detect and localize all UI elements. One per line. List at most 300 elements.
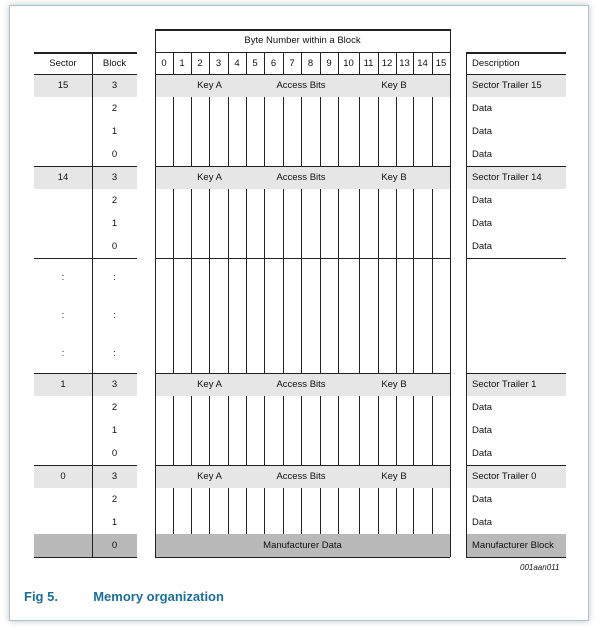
block-cell: 1: [111, 126, 118, 137]
byte-cell-divider: [338, 419, 339, 442]
byte-header-divider: [432, 52, 433, 74]
description-cell: Data: [472, 149, 493, 160]
byte-cell-divider: [209, 189, 210, 212]
byte-cell-divider: [283, 143, 284, 166]
sector-block-divider: [92, 52, 93, 557]
byte-cell-divider: [283, 296, 284, 334]
byte-cell-divider: [191, 396, 192, 419]
byte-cell-divider: [396, 189, 397, 212]
byte-cell-divider: [264, 296, 265, 334]
block-cell: :: [113, 309, 116, 321]
sector-cell: :: [61, 309, 65, 321]
byte-cell-divider: [413, 143, 414, 166]
byte-cell-divider: [378, 296, 379, 334]
byte-column-label: 13: [399, 57, 410, 69]
byte-cell-divider: [209, 235, 210, 258]
byte-cell-divider: [396, 235, 397, 258]
byte-cell-divider: [209, 511, 210, 534]
byte-cell-divider: [246, 143, 247, 166]
sector-boundary-rule: [34, 373, 137, 374]
byte-cell-divider: [301, 488, 302, 511]
block-cell: 3: [111, 379, 118, 390]
byte-cell-divider: [301, 189, 302, 212]
sector-boundary-rule: [34, 258, 137, 259]
byte-cell-divider: [301, 296, 302, 334]
byte-cell-divider: [283, 396, 284, 419]
desc-bottom-rule: [466, 557, 566, 558]
description-cell: Data: [472, 425, 493, 436]
block-cell: 1: [111, 517, 118, 528]
byte-column-label: 1: [179, 57, 185, 69]
description-cell: Sector Trailer 1: [472, 379, 537, 390]
description-cell: Manufacturer Block: [472, 540, 554, 551]
byte-header-divider: [338, 52, 339, 74]
sector-boundary-rule: [155, 465, 450, 466]
description-cell: [466, 296, 566, 334]
byte-cell-divider: [320, 511, 321, 534]
byte-cell-divider: [173, 189, 174, 212]
byte-cell-divider: [378, 419, 379, 442]
byte-column-label: 5: [252, 57, 258, 69]
byte-cell-divider: [264, 120, 265, 143]
byte-cell-divider: [264, 258, 265, 296]
byte-cell-divider: [413, 296, 414, 334]
byte-cell-divider: [246, 235, 247, 258]
byte-cell-divider: [320, 296, 321, 334]
sector-cell: [34, 534, 92, 557]
byte-header-divider: [396, 52, 397, 74]
byte-cell-divider: [173, 120, 174, 143]
byte-column-label: 14: [417, 57, 428, 69]
byte-cell-divider: [173, 396, 174, 419]
byte-cell-divider: [283, 97, 284, 120]
sector-column-header: Sector: [49, 57, 77, 69]
byte-cell-divider: [396, 258, 397, 296]
figure-reference-code: 001aan011: [520, 563, 560, 572]
desc-table-header-rule: [466, 74, 566, 75]
sector-boundary-rule: [155, 373, 450, 374]
byte-cell-divider: [191, 258, 192, 296]
byte-cell-divider: [246, 258, 247, 296]
byte-cell-divider: [246, 442, 247, 465]
byte-cell-divider: [228, 296, 229, 334]
byte-cell-divider: [283, 212, 284, 235]
byte-cell-divider: [191, 442, 192, 465]
byte-cell-divider: [432, 189, 433, 212]
byte-cell-divider: [228, 212, 229, 235]
access-bits-label: Access Bits: [276, 379, 326, 390]
byte-cell-divider: [283, 120, 284, 143]
byte-cell-divider: [283, 442, 284, 465]
byte-cell-divider: [338, 258, 339, 296]
block-cell: 2: [111, 195, 118, 206]
byte-cell-divider: [432, 143, 433, 166]
byte-cell-divider: [338, 488, 339, 511]
byte-cell-divider: [413, 442, 414, 465]
byte-cell-divider: [432, 235, 433, 258]
description-cell: Data: [472, 126, 493, 137]
byte-cell-divider: [246, 296, 247, 334]
block-cell: 0: [111, 540, 118, 551]
byte-cell-divider: [432, 488, 433, 511]
byte-cell-divider: [378, 212, 379, 235]
byte-cell-divider: [338, 189, 339, 212]
grid-column-header-rule: [155, 74, 450, 75]
byte-cell-divider: [191, 143, 192, 166]
byte-column-label: 10: [343, 57, 354, 69]
byte-cell-divider: [301, 235, 302, 258]
byte-column-label: 6: [270, 57, 277, 69]
byte-cell-divider: [246, 488, 247, 511]
byte-cell-divider: [320, 335, 321, 373]
sector-cell: 1: [60, 379, 66, 390]
sector-cell: [34, 442, 92, 465]
byte-cell-divider: [246, 120, 247, 143]
sector-boundary-rule: [466, 465, 566, 466]
sector-cell: [34, 235, 92, 258]
byte-cell-divider: [320, 419, 321, 442]
byte-cell-divider: [413, 189, 414, 212]
sector-cell: [34, 488, 92, 511]
byte-cell-divider: [396, 442, 397, 465]
access-bits-label: Access Bits: [276, 80, 326, 91]
left-table-bottom-rule: [34, 557, 137, 558]
byte-cell-divider: [246, 212, 247, 235]
grid-byte-header-rule: [155, 52, 450, 53]
byte-cell-divider: [338, 335, 339, 373]
byte-cell-divider: [246, 396, 247, 419]
byte-column-label: 12: [381, 57, 393, 69]
byte-cell-divider: [173, 511, 174, 534]
byte-cell-divider: [228, 189, 229, 212]
byte-cell-divider: [173, 335, 174, 373]
sector-cell: 0: [60, 471, 66, 482]
key-a-label: Key A: [197, 172, 222, 183]
byte-cell-divider: [173, 97, 174, 120]
byte-cell-divider: [209, 296, 210, 334]
byte-header-divider: [378, 52, 379, 74]
byte-cell-divider: [413, 396, 414, 419]
byte-cell-divider: [173, 212, 174, 235]
byte-cell-divider: [191, 296, 192, 334]
byte-cell-divider: [228, 143, 229, 166]
byte-cell-divider: [301, 419, 302, 442]
byte-cell-divider: [228, 235, 229, 258]
byte-cell-divider: [320, 488, 321, 511]
byte-cell-divider: [301, 396, 302, 419]
byte-cell-divider: [283, 511, 284, 534]
manufacturer-data-label: Manufacturer Data: [263, 540, 342, 551]
byte-cell-divider: [191, 189, 192, 212]
byte-column-label: 2: [197, 57, 203, 69]
byte-cell-divider: [191, 419, 192, 442]
grid-right-rule: [450, 29, 451, 557]
description-cell: Sector Trailer 15: [472, 80, 542, 91]
sector-cell: [34, 143, 92, 166]
left-table-header-rule: [34, 74, 137, 75]
sector-cell: [34, 120, 92, 143]
byte-cell-divider: [228, 419, 229, 442]
byte-cell-divider: [209, 212, 210, 235]
byte-column-label: 11: [363, 57, 374, 69]
byte-cell-divider: [209, 419, 210, 442]
byte-cell-divider: [359, 419, 360, 442]
byte-cell-divider: [320, 143, 321, 166]
byte-cell-divider: [209, 258, 210, 296]
block-cell: 0: [111, 448, 118, 459]
byte-cell-divider: [432, 296, 433, 334]
description-cell: Data: [472, 517, 493, 528]
byte-cell-divider: [228, 97, 229, 120]
byte-cell-divider: [301, 212, 302, 235]
byte-cell-divider: [378, 97, 379, 120]
description-cell: Sector Trailer 14: [472, 172, 542, 183]
byte-cell-divider: [264, 419, 265, 442]
description-cell: Data: [472, 103, 493, 114]
sector-boundary-rule: [466, 166, 566, 167]
byte-cell-divider: [413, 97, 414, 120]
sector-cell: [34, 97, 92, 120]
byte-cell-divider: [283, 419, 284, 442]
byte-cell-divider: [432, 396, 433, 419]
byte-cell-divider: [173, 258, 174, 296]
byte-header-divider: [209, 52, 210, 74]
byte-cell-divider: [320, 442, 321, 465]
byte-cell-divider: [320, 189, 321, 212]
grid-left-rule: [155, 29, 156, 557]
byte-cell-divider: [396, 511, 397, 534]
byte-cell-divider: [396, 97, 397, 120]
byte-cell-divider: [301, 143, 302, 166]
byte-cell-divider: [301, 258, 302, 296]
sector-boundary-rule: [34, 166, 137, 167]
description-cell: Data: [472, 218, 493, 229]
sector-boundary-rule: [466, 258, 566, 259]
sector-cell: [34, 189, 92, 212]
byte-header-divider: [264, 52, 265, 74]
byte-column-label: 3: [215, 57, 222, 69]
byte-cell-divider: [228, 396, 229, 419]
byte-cell-divider: [264, 396, 265, 419]
byte-cell-divider: [359, 511, 360, 534]
block-cell: 2: [111, 402, 118, 413]
sector-boundary-rule: [466, 373, 566, 374]
byte-cell-divider: [432, 258, 433, 296]
byte-cell-divider: [191, 235, 192, 258]
sector-boundary-rule: [155, 258, 450, 259]
byte-cell-divider: [228, 120, 229, 143]
byte-cell-divider: [338, 235, 339, 258]
byte-cell-divider: [228, 335, 229, 373]
byte-cell-divider: [320, 258, 321, 296]
byte-cell-divider: [301, 335, 302, 373]
byte-header-divider: [228, 52, 229, 74]
key-b-label: Key B: [381, 471, 407, 482]
byte-cell-divider: [432, 419, 433, 442]
byte-cell-divider: [432, 335, 433, 373]
byte-cell-divider: [359, 212, 360, 235]
byte-cell-divider: [320, 212, 321, 235]
byte-cell-divider: [359, 97, 360, 120]
byte-header-divider: [359, 52, 360, 74]
figure-number: Fig 5.: [24, 589, 58, 604]
sector-cell: [34, 212, 92, 235]
sector-cell: :: [61, 348, 65, 360]
description-cell: [466, 258, 566, 296]
byte-cell-divider: [173, 296, 174, 334]
byte-column-label: 0: [161, 57, 167, 69]
block-cell: :: [113, 271, 116, 283]
byte-cell-divider: [413, 511, 414, 534]
byte-cell-divider: [320, 396, 321, 419]
byte-column-label: 4: [234, 57, 240, 69]
byte-cell-divider: [413, 120, 414, 143]
byte-number-header: Byte Number within a Block: [244, 35, 361, 46]
sector-boundary-rule: [155, 166, 450, 167]
byte-cell-divider: [338, 296, 339, 334]
byte-cell-divider: [264, 189, 265, 212]
block-cell: 2: [111, 103, 118, 114]
byte-cell-divider: [283, 488, 284, 511]
byte-cell-divider: [378, 442, 379, 465]
byte-cell-divider: [413, 335, 414, 373]
byte-cell-divider: [396, 296, 397, 334]
byte-cell-divider: [359, 396, 360, 419]
sector-cell: [34, 419, 92, 442]
byte-cell-divider: [432, 97, 433, 120]
byte-cell-divider: [396, 488, 397, 511]
byte-cell-divider: [246, 189, 247, 212]
byte-cell-divider: [378, 235, 379, 258]
byte-column-label: 8: [307, 57, 314, 69]
byte-cell-divider: [264, 488, 265, 511]
figure-caption: [24, 589, 224, 604]
byte-header-divider: [191, 52, 192, 74]
byte-cell-divider: [283, 189, 284, 212]
byte-cell-divider: [301, 511, 302, 534]
byte-header-divider: [283, 52, 284, 74]
byte-cell-divider: [283, 258, 284, 296]
byte-cell-divider: [396, 396, 397, 419]
byte-cell-divider: [264, 143, 265, 166]
description-cell: Data: [472, 448, 493, 459]
byte-column-label: 9: [326, 57, 332, 69]
byte-cell-divider: [301, 97, 302, 120]
description-column-header: Description: [472, 57, 520, 69]
byte-cell-divider: [413, 488, 414, 511]
sector-boundary-rule: [34, 465, 137, 466]
byte-cell-divider: [228, 511, 229, 534]
byte-cell-divider: [413, 235, 414, 258]
sector-cell: :: [61, 271, 65, 283]
byte-cell-divider: [173, 143, 174, 166]
byte-cell-divider: [432, 120, 433, 143]
byte-cell-divider: [378, 189, 379, 212]
byte-cell-divider: [173, 488, 174, 511]
sector-cell: [34, 396, 92, 419]
figure-title: Memory organization: [93, 589, 224, 604]
description-cell: Sector Trailer 0: [472, 471, 537, 482]
byte-cell-divider: [209, 442, 210, 465]
byte-cell-divider: [338, 511, 339, 534]
key-a-label: Key A: [197, 471, 222, 482]
byte-cell-divider: [191, 488, 192, 511]
byte-cell-divider: [228, 442, 229, 465]
sector-cell: 14: [57, 172, 69, 183]
description-cell: Data: [472, 241, 493, 252]
byte-cell-divider: [338, 97, 339, 120]
byte-cell-divider: [191, 97, 192, 120]
byte-cell-divider: [378, 120, 379, 143]
byte-cell-divider: [264, 335, 265, 373]
byte-cell-divider: [432, 511, 433, 534]
byte-header-divider: [413, 52, 414, 74]
byte-header-divider: [301, 52, 302, 74]
byte-cell-divider: [209, 97, 210, 120]
byte-cell-divider: [413, 258, 414, 296]
block-column-header: Block: [102, 57, 127, 69]
byte-cell-divider: [359, 189, 360, 212]
block-cell: 3: [111, 172, 118, 183]
byte-cell-divider: [320, 120, 321, 143]
byte-cell-divider: [191, 120, 192, 143]
byte-cell-divider: [359, 235, 360, 258]
byte-cell-divider: [320, 235, 321, 258]
byte-cell-divider: [359, 120, 360, 143]
description-cell: [466, 335, 566, 373]
byte-cell-divider: [378, 143, 379, 166]
byte-cell-divider: [320, 97, 321, 120]
byte-cell-divider: [173, 419, 174, 442]
byte-column-label: 15: [435, 57, 447, 69]
byte-cell-divider: [246, 335, 247, 373]
byte-cell-divider: [301, 442, 302, 465]
byte-cell-divider: [228, 258, 229, 296]
byte-cell-divider: [209, 396, 210, 419]
byte-cell-divider: [396, 143, 397, 166]
byte-cell-divider: [359, 335, 360, 373]
sector-cell: [34, 511, 92, 534]
byte-cell-divider: [209, 120, 210, 143]
byte-cell-divider: [338, 120, 339, 143]
byte-cell-divider: [413, 212, 414, 235]
byte-cell-divider: [173, 442, 174, 465]
byte-cell-divider: [359, 258, 360, 296]
byte-cell-divider: [246, 511, 247, 534]
byte-cell-divider: [396, 419, 397, 442]
byte-cell-divider: [359, 296, 360, 334]
byte-cell-divider: [432, 442, 433, 465]
byte-cell-divider: [264, 212, 265, 235]
grid-bottom-rule: [155, 557, 450, 558]
byte-cell-divider: [396, 335, 397, 373]
byte-cell-divider: [191, 335, 192, 373]
byte-column-label: 7: [289, 57, 295, 69]
byte-cell-divider: [264, 235, 265, 258]
block-cell: 1: [111, 425, 118, 436]
byte-cell-divider: [246, 419, 247, 442]
byte-cell-divider: [396, 120, 397, 143]
byte-cell-divider: [209, 143, 210, 166]
desc-left-rule: [466, 52, 467, 557]
key-b-label: Key B: [381, 379, 407, 390]
block-cell: 2: [111, 494, 118, 505]
byte-cell-divider: [378, 488, 379, 511]
byte-header-divider: [173, 52, 174, 74]
key-a-label: Key A: [197, 80, 222, 91]
byte-cell-divider: [191, 511, 192, 534]
byte-cell-divider: [338, 396, 339, 419]
